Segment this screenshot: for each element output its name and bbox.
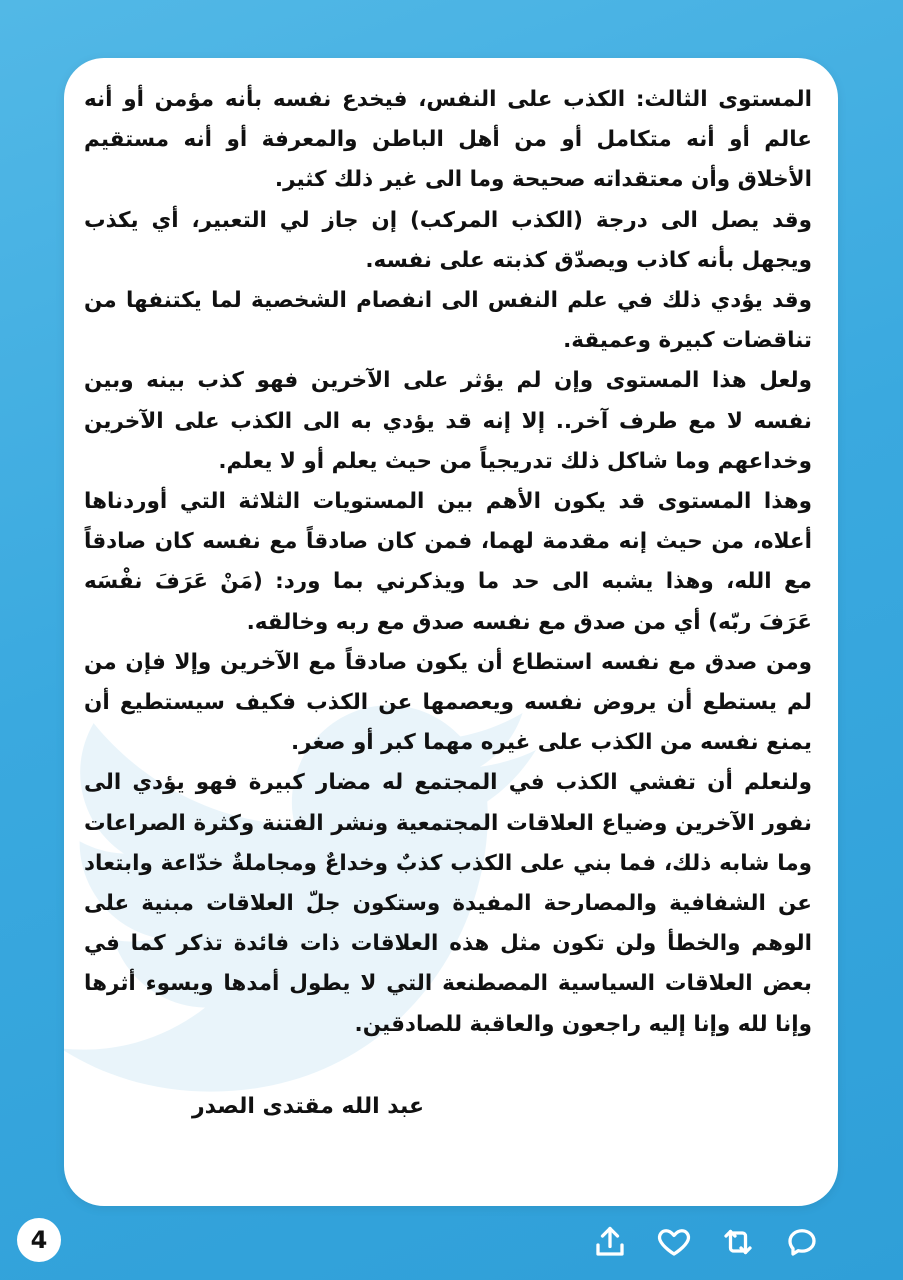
- page-number: 4: [17, 1218, 61, 1262]
- article-paragraph: ولنعلم أن تفشي الكذب في المجتمع له مضار كبيرة فهو يؤدي الى نفور الآخرين وضياع العلاقات المجتمعية ونشر الفتنة وكثرة الصراعات وما شابه ذلك، فما بني على الكذب كذبٌ وخداعٌ ومجاملةٌ خدّاعة وابتعاد عن الشفافية والمصارحة المفيدة وستكون جلّ العلاقات مبنية على الوهم والخطأ ولن تكون مثل هذه العلاقات ذات فائدة تذكر كما في بعض العلاقات السياسية المصطنعة التي لا يطول أمدها ويسوء أثرها وإنا لله وإنا إليه راجعون والعاقبة للصادقين.: [84, 770, 812, 1037]
- retweet-button[interactable]: [718, 1222, 758, 1262]
- article-paragraph: ومن صدق مع نفسه استطاع أن يكون صادقاً مع الآخرين وإلا فإن من لم يستطع أن يروض نفسه ويعصمها عن الكذب فكيف سيستطيع أن يمنع نفسه من الكذب على غيره مهما كبر أو صغر.: [84, 649, 812, 756]
- article-paragraph: وقد يصل الى درجة (الكذب المركب) إن جاز لي التعبير، أي يكذب ويجهل بأنه كاذب ويصدّق كذبته على نفسه.: [84, 207, 812, 273]
- author-signature: عبد الله مقتدى الصدر: [192, 1094, 424, 1119]
- article-paragraph: وهذا المستوى قد يكون الأهم بين المستويات الثلاثة التي أوردناها أعلاه، من حيث إنه مقدمة لهما، فمن كان صادقاً مع نفسه كان صادقاً مع الله، وهذا يشبه الى حد ما ويذكرني بما ورد: (مَنْ عَرَفَ نفْسَه عَرَفَ ربّه) أي من صدق مع نفسه صدق مع ربه وخالقه.: [84, 489, 812, 635]
- article-body: [84, 80, 812, 1045]
- like-button[interactable]: [654, 1222, 694, 1262]
- heart-icon: [656, 1224, 692, 1260]
- retweet-icon: [720, 1224, 756, 1260]
- share-button[interactable]: [590, 1222, 630, 1262]
- article-paragraph: المستوى الثالث: الكذب على النفس، فيخدع نفسه بأنه مؤمن أو أنه عالم أو أنه متكامل أو من أهل الباطن والمعرفة أو أنه مستقيم الأخلاق وأن معتقداته صحيحة وما الى غير ذلك كثير.: [84, 87, 812, 193]
- article-paragraph: وقد يؤدي ذلك في علم النفس الى انفصام الشخصية لما يكتنفها من تناقضات كبيرة وعميقة.: [84, 288, 812, 354]
- share-icon: [592, 1224, 628, 1260]
- reply-icon: [784, 1224, 820, 1260]
- post-card: [64, 58, 838, 1206]
- article-paragraph: ولعل هذا المستوى وإن لم يؤثر على الآخرين فهو كذب بينه وبين نفسه لا مع طرف آخر.. إلا إنه قد يؤدي به الى الكذب على الآخرين وخداعهم وما شاكل ذلك تدريجياً من حيث يعلم أو لا يعلم.: [84, 368, 812, 474]
- post-actions: [590, 1222, 822, 1262]
- reply-button[interactable]: [782, 1222, 822, 1262]
